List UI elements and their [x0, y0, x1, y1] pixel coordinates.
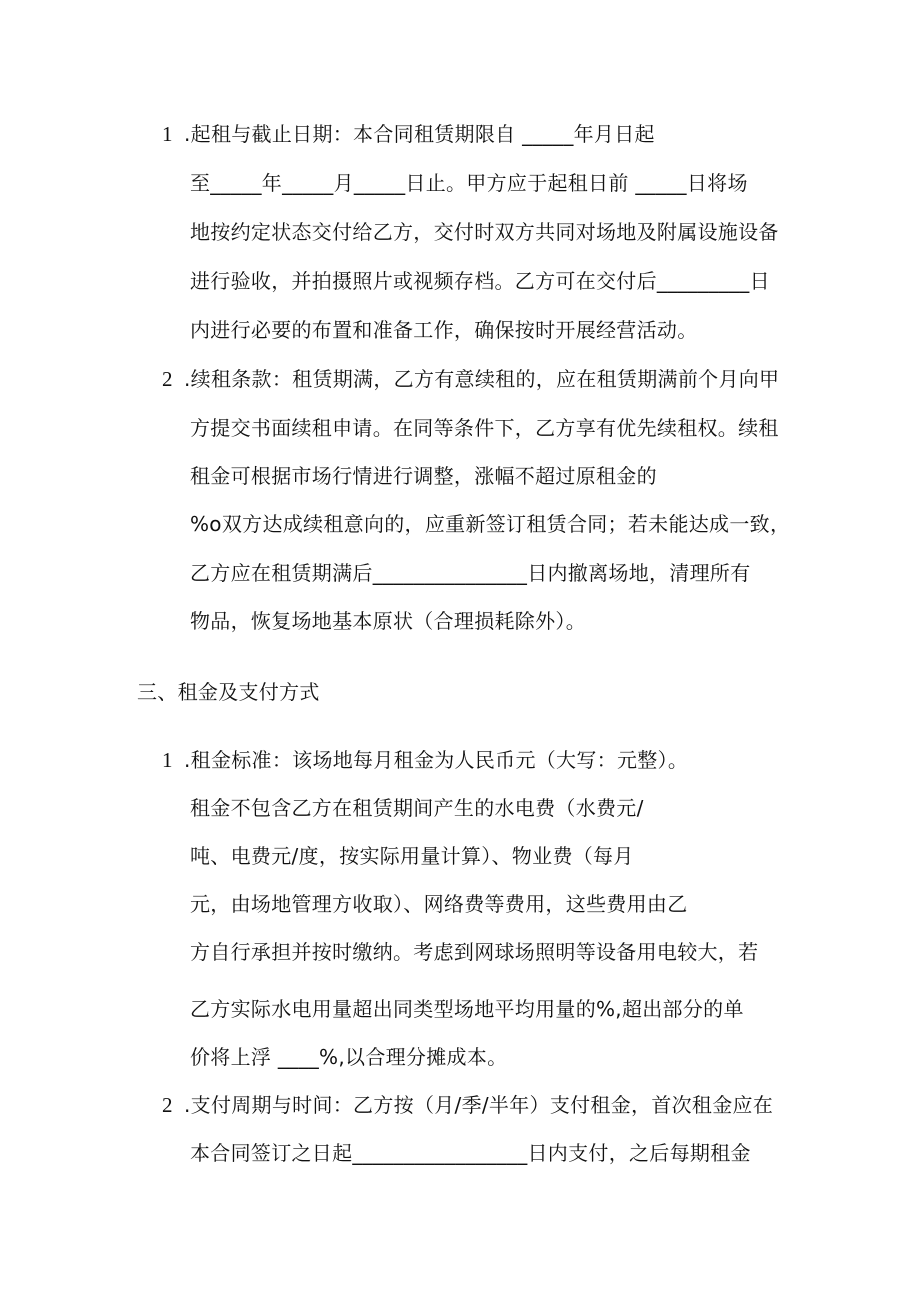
paragraph-line: 物品，恢复场地基本原状（合理损耗除外）。: [190, 609, 586, 633]
paragraph-line: .起租与截止日期：本合同租赁期限自 _____年月日起: [184, 122, 655, 146]
paragraph-line: 地按约定状态交付给乙方，交付时双方共同对场地及附属设施设备: [190, 220, 779, 244]
paragraph-line: 至_____年_____月_____日止。甲方应于起租日前 _____日将场: [190, 171, 748, 195]
item-number: 1: [162, 748, 173, 772]
section-heading: 三、租金及支付方式: [137, 680, 320, 704]
paragraph-line: 进行验收，并拍摄照片或视频存档。乙方可在交付后_________日: [190, 269, 770, 293]
paragraph-line: 元，由场地管理方收取）、网络费等费用，这些费用由乙: [190, 892, 688, 916]
item-number: 1: [162, 122, 173, 146]
paragraph-line: 方提交书面续租申请。在同等条件下，乙方享有优先续租权。续租: [190, 416, 779, 440]
paragraph-line: 乙方应在租赁期满后_______________日内撤离场地，清理所有: [190, 561, 751, 585]
paragraph-line: %o双方达成续租意向的，应重新签订租赁合同；若未能达成一致，: [190, 512, 791, 536]
paragraph-line: 乙方实际水电用量超出同类型场地平均用量的%,超出部分的单: [190, 997, 744, 1021]
item-number: 2: [162, 367, 173, 391]
paragraph-line: .续租条款：租赁期满，乙方有意续租的，应在租赁期满前个月向甲: [184, 367, 780, 391]
paragraph-line: 租金不包含乙方在租赁期间产生的水电费（水费元/: [190, 796, 644, 820]
paragraph-line: 方自行承担并按时缴纳。考虑到网球场照明等设备用电较大，若: [190, 940, 759, 964]
paragraph-line: 吨、电费元/度，按实际用量计算）、物业费（每月: [190, 844, 634, 868]
paragraph-line: .租金标准：该场地每月租金为人民币元（大写：元整）。: [184, 748, 689, 772]
item-number: 2: [162, 1093, 173, 1117]
paragraph-line: .支付周期与时间：乙方按（月/季/半年）支付租金，首次租金应在: [184, 1093, 774, 1117]
paragraph-line: 价将上浮 ____%,以合理分摊成本。: [190, 1045, 508, 1069]
paragraph-line: 本合同签订之日起_________________日内支付，之后每期租金: [190, 1141, 751, 1165]
paragraph-line: 内进行必要的布置和准备工作，确保按时开展经营活动。: [190, 318, 698, 342]
paragraph-line: 租金可根据市场行情进行调整，涨幅不超过原租金的: [190, 464, 657, 488]
